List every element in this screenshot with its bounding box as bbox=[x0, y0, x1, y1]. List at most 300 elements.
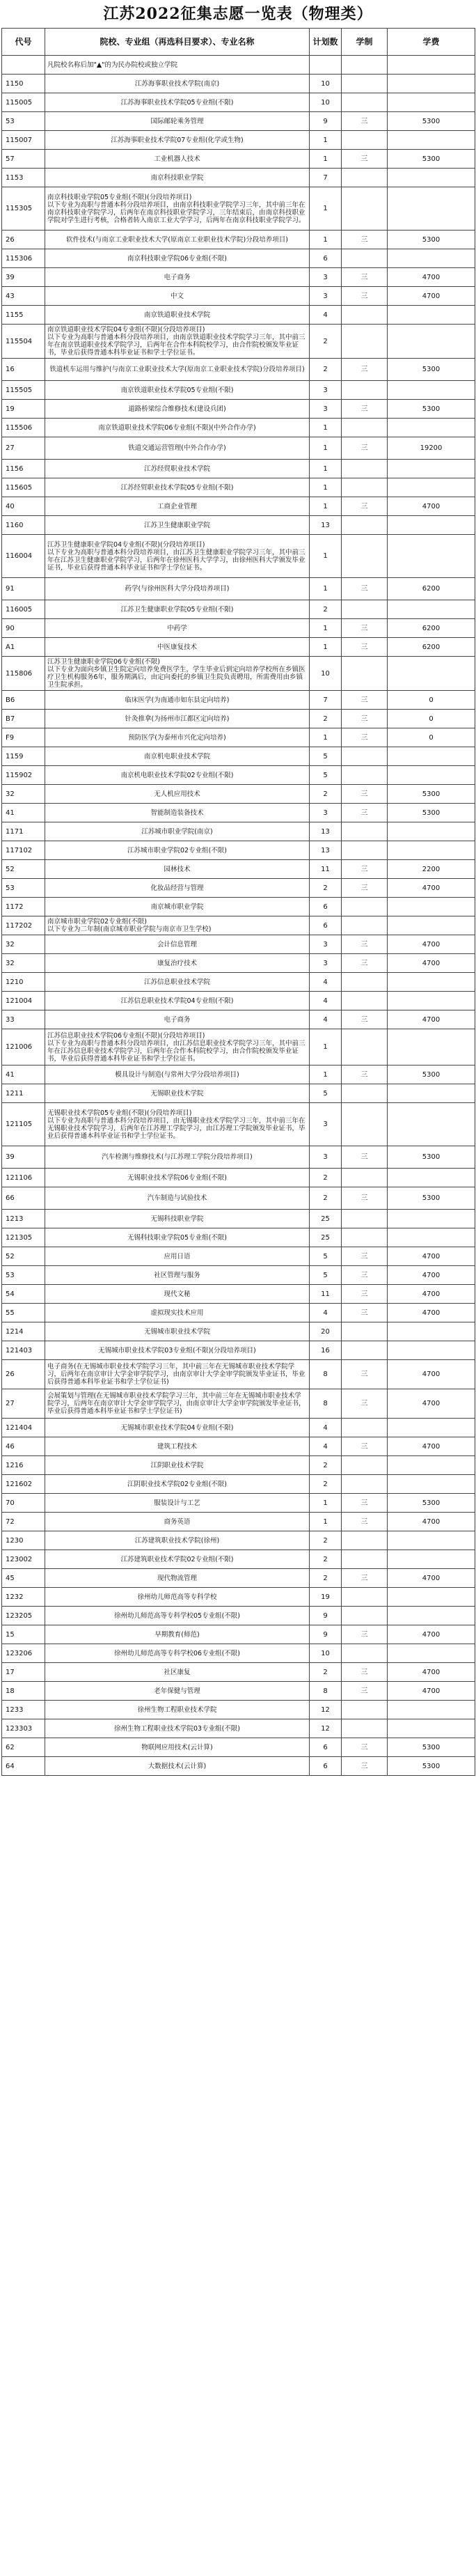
table-header-row bbox=[2, 29, 475, 56]
row-fee bbox=[388, 747, 475, 766]
row-name: 徐州幼儿师范高等专科学校06专业组(不限) bbox=[45, 1644, 310, 1663]
row-name: 南京铁道职业技术学院04专业组(不限)(分段培养项目) 以下专业为高职与普通本科分段培养项目，由南京铁道职业技术学院学习三年，其中前三年在南京铁道职业技术学院学习，后两年在合作本科院校学习，由合作院校颁发毕业证书，毕业后获得普通本科毕业证书和学士学位证书。 bbox=[45, 325, 310, 359]
row-fee bbox=[388, 1169, 475, 1187]
row-fee bbox=[388, 1103, 475, 1146]
table-row bbox=[2, 1084, 475, 1103]
row-years bbox=[342, 1701, 388, 1719]
row-fee bbox=[388, 131, 475, 150]
row-fee: 4700 bbox=[388, 1010, 475, 1029]
table-row bbox=[2, 747, 475, 766]
row-name: 康复治疗技术 bbox=[45, 954, 310, 973]
row-name: 无人机应用技术 bbox=[45, 785, 310, 804]
row-fee bbox=[388, 766, 475, 785]
row-code: 116005 bbox=[2, 600, 45, 619]
row-years: 三 bbox=[342, 400, 388, 419]
row-years bbox=[342, 1456, 388, 1475]
table-row bbox=[2, 1437, 475, 1456]
table-row bbox=[2, 841, 475, 860]
row-name: 老年保健与管理 bbox=[45, 1682, 310, 1701]
row-years bbox=[342, 747, 388, 766]
row-years bbox=[342, 1169, 388, 1187]
row-plan: 25 bbox=[310, 1228, 342, 1247]
table-row bbox=[2, 231, 475, 249]
row-code: 1216 bbox=[2, 1456, 45, 1475]
table-row bbox=[2, 516, 475, 535]
row-name: 江苏城市职业学院02专业组(不限) bbox=[45, 841, 310, 860]
row-years: 三 bbox=[342, 691, 388, 710]
row-years bbox=[342, 822, 388, 841]
row-fee: 5300 bbox=[388, 359, 475, 381]
row-name: 应用日语 bbox=[45, 1247, 310, 1266]
row-code: 1153 bbox=[2, 169, 45, 187]
row-plan: 2 bbox=[310, 710, 342, 728]
row-years: 三 bbox=[342, 879, 388, 898]
header-fee: 学费 bbox=[388, 29, 475, 56]
row-name: 江苏海事职业技术学院05专业组(不限) bbox=[45, 93, 310, 112]
row-name: 大数据技术(云计算) bbox=[45, 1757, 310, 1776]
row-fee bbox=[388, 325, 475, 359]
row-code: 43 bbox=[2, 287, 45, 306]
row-years bbox=[342, 973, 388, 992]
table-row bbox=[2, 992, 475, 1010]
row-fee bbox=[388, 822, 475, 841]
row-years bbox=[342, 1228, 388, 1247]
row-fee bbox=[388, 535, 475, 578]
row-code bbox=[2, 56, 45, 75]
row-plan: 2 bbox=[310, 1550, 342, 1569]
table-row bbox=[2, 381, 475, 400]
row-fee bbox=[388, 478, 475, 497]
row-fee: 4700 bbox=[388, 497, 475, 516]
row-plan: 2 bbox=[310, 1569, 342, 1588]
row-code: 123303 bbox=[2, 1719, 45, 1738]
row-fee bbox=[388, 992, 475, 1010]
row-code: 55 bbox=[2, 1304, 45, 1322]
row-years bbox=[342, 1588, 388, 1607]
row-years bbox=[342, 131, 388, 150]
row-name: 社区康复 bbox=[45, 1663, 310, 1682]
row-code: 53 bbox=[2, 112, 45, 131]
row-name: 建筑工程技术 bbox=[45, 1437, 310, 1456]
table-row bbox=[2, 93, 475, 112]
row-plan: 1 bbox=[310, 578, 342, 600]
row-plan: 2 bbox=[310, 1531, 342, 1550]
table-row bbox=[2, 1341, 475, 1360]
table-row bbox=[2, 954, 475, 973]
row-code: 121403 bbox=[2, 1341, 45, 1360]
row-fee: 4700 bbox=[388, 1304, 475, 1322]
row-name: 针灸推拿(为扬州市江都区定向培养) bbox=[45, 710, 310, 728]
row-plan: 4 bbox=[310, 1437, 342, 1456]
row-years bbox=[342, 1550, 388, 1569]
row-years: 三 bbox=[342, 1266, 388, 1285]
row-years: 三 bbox=[342, 804, 388, 822]
table-row bbox=[2, 1475, 475, 1494]
row-name: 汽车制造与试验技术 bbox=[45, 1187, 310, 1210]
row-fee bbox=[388, 1607, 475, 1625]
row-name: 无锡科技职业学院 bbox=[45, 1210, 310, 1228]
table-row bbox=[2, 1146, 475, 1169]
row-plan: 2 bbox=[310, 1475, 342, 1494]
row-plan: 8 bbox=[310, 1682, 342, 1701]
row-name: 无锡城市职业技术学院 bbox=[45, 1322, 310, 1341]
row-plan: 9 bbox=[310, 1625, 342, 1644]
row-code: 117202 bbox=[2, 916, 45, 935]
row-name: 江苏经贸职业技术学院 bbox=[45, 460, 310, 478]
row-years bbox=[342, 600, 388, 619]
row-fee bbox=[388, 306, 475, 325]
row-years bbox=[342, 1084, 388, 1103]
row-name: 江苏卫生健康职业学院04专业组(不限)(分段培养项目) 以下专业为高职与普通本科分段培养项目，由江苏卫生健康职业学院学习三年，其中前三年在江苏卫生健康职业学院学习，后两年在徐州医科大学学习，由徐州医科大学颁发毕业证书，毕业后获得普通本科毕业证书和学士学位证书。 bbox=[45, 535, 310, 578]
row-plan: 10 bbox=[310, 93, 342, 112]
admission-table bbox=[1, 28, 475, 1776]
row-years: 三 bbox=[342, 231, 388, 249]
row-plan: 3 bbox=[310, 400, 342, 419]
table-row bbox=[2, 1210, 475, 1228]
row-plan: 6 bbox=[310, 898, 342, 916]
row-code: 53 bbox=[2, 879, 45, 898]
row-plan: 3 bbox=[310, 954, 342, 973]
row-fee: 4700 bbox=[388, 1569, 475, 1588]
row-years bbox=[342, 535, 388, 578]
row-fee: 4700 bbox=[388, 1513, 475, 1531]
row-years bbox=[342, 93, 388, 112]
row-plan: 2 bbox=[310, 1663, 342, 1682]
row-fee: 4700 bbox=[388, 954, 475, 973]
row-years bbox=[342, 1419, 388, 1437]
table-row bbox=[2, 1389, 475, 1419]
row-fee: 0 bbox=[388, 710, 475, 728]
row-plan: 1 bbox=[310, 460, 342, 478]
row-plan: 2 bbox=[310, 1169, 342, 1187]
row-fee bbox=[388, 381, 475, 400]
row-years bbox=[342, 657, 388, 691]
row-code: 1160 bbox=[2, 516, 45, 535]
row-fee: 6200 bbox=[388, 638, 475, 657]
row-fee: 5300 bbox=[388, 1757, 475, 1776]
header-plan: 计划数 bbox=[310, 29, 342, 56]
row-years: 三 bbox=[342, 1569, 388, 1588]
row-plan: 1 bbox=[310, 728, 342, 747]
table-row bbox=[2, 437, 475, 460]
row-fee bbox=[388, 249, 475, 268]
row-code: 27 bbox=[2, 437, 45, 460]
row-code: 53 bbox=[2, 1266, 45, 1285]
row-fee: 4700 bbox=[388, 287, 475, 306]
row-code: 115506 bbox=[2, 419, 45, 437]
row-plan: 4 bbox=[310, 1304, 342, 1322]
row-fee: 4700 bbox=[388, 1625, 475, 1644]
row-fee bbox=[388, 1322, 475, 1341]
row-name: 物联网应用技术(云计算) bbox=[45, 1738, 310, 1757]
row-code: 27 bbox=[2, 1389, 45, 1419]
row-years bbox=[342, 1719, 388, 1738]
row-years: 三 bbox=[342, 1146, 388, 1169]
row-code: 121305 bbox=[2, 1228, 45, 1247]
row-years: 三 bbox=[342, 1738, 388, 1757]
table-row bbox=[2, 728, 475, 747]
row-years bbox=[342, 1475, 388, 1494]
table-row bbox=[2, 325, 475, 359]
row-code: B6 bbox=[2, 691, 45, 710]
row-fee bbox=[388, 75, 475, 93]
row-years: 三 bbox=[342, 1437, 388, 1456]
row-years bbox=[342, 1644, 388, 1663]
row-years: 三 bbox=[342, 578, 388, 600]
row-plan: 8 bbox=[310, 1360, 342, 1389]
row-name: 无锡职业技术学院06专业组(不限) bbox=[45, 1169, 310, 1187]
row-code: 1213 bbox=[2, 1210, 45, 1228]
row-plan: 1 bbox=[310, 437, 342, 460]
table-row bbox=[2, 1569, 475, 1588]
row-fee: 5300 bbox=[388, 1146, 475, 1169]
row-name: 南京铁道职业技术学院05专业组(不限) bbox=[45, 381, 310, 400]
row-plan: 12 bbox=[310, 1719, 342, 1738]
table-row bbox=[2, 187, 475, 231]
row-name: 无锡城市职业技术学院04专业组(不限) bbox=[45, 1419, 310, 1437]
row-fee bbox=[388, 1210, 475, 1228]
row-name: 江苏卫生健康职业学院 bbox=[45, 516, 310, 535]
table-row bbox=[2, 785, 475, 804]
row-name: 南京科技职业学院 bbox=[45, 169, 310, 187]
row-name: 园林技术 bbox=[45, 860, 310, 879]
row-fee bbox=[388, 1550, 475, 1569]
row-plan: 4 bbox=[310, 306, 342, 325]
row-code: 123206 bbox=[2, 1644, 45, 1663]
row-years: 三 bbox=[342, 1187, 388, 1210]
row-name: 江苏信息职业技术学院04专业组(不限) bbox=[45, 992, 310, 1010]
table-row bbox=[2, 249, 475, 268]
table-row bbox=[2, 879, 475, 898]
row-fee bbox=[388, 841, 475, 860]
row-years bbox=[342, 460, 388, 478]
table-row bbox=[2, 1029, 475, 1065]
table-row bbox=[2, 478, 475, 497]
row-years: 三 bbox=[342, 710, 388, 728]
row-name: 江苏海事职业技术学院07专业组(化学或生物) bbox=[45, 131, 310, 150]
row-years: 三 bbox=[342, 1757, 388, 1776]
row-name: 铁道交通运营管理(中外合作办学) bbox=[45, 437, 310, 460]
row-fee: 19200 bbox=[388, 437, 475, 460]
row-years: 三 bbox=[342, 954, 388, 973]
row-years: 三 bbox=[342, 1625, 388, 1644]
row-plan: 3 bbox=[310, 804, 342, 822]
row-years bbox=[342, 75, 388, 93]
row-name: 江苏卫生健康职业学院06专业组(不限) 以下专业为面向乡镇卫生院定向培养免费医学生，学生毕业后到定向培养学校所在乡镇医疗卫生机构服务6年，服务期满后，由定向委托的乡镇卫生院负责聘用，所需费用由乡镇卫生院承担。 bbox=[45, 657, 310, 691]
row-plan: 10 bbox=[310, 1644, 342, 1663]
row-plan: 4 bbox=[310, 973, 342, 992]
row-code: 121006 bbox=[2, 1029, 45, 1065]
row-name: 工业机器人技术 bbox=[45, 150, 310, 169]
row-name: 药学(与徐州医科大学分段培养项目) bbox=[45, 578, 310, 600]
row-plan: 4 bbox=[310, 1010, 342, 1029]
row-code: 46 bbox=[2, 1437, 45, 1456]
table-row bbox=[2, 1757, 475, 1776]
row-plan: 5 bbox=[310, 766, 342, 785]
row-name: 现代文秘 bbox=[45, 1285, 310, 1304]
row-fee bbox=[388, 1644, 475, 1663]
row-plan: 6 bbox=[310, 1738, 342, 1757]
row-name: 工商企业管理 bbox=[45, 497, 310, 516]
row-name: 江苏信息职业技术学院 bbox=[45, 973, 310, 992]
row-years bbox=[342, 1322, 388, 1341]
row-plan bbox=[310, 56, 342, 75]
row-code: 1232 bbox=[2, 1588, 45, 1607]
row-name: 江苏建筑职业技术学院(徐州) bbox=[45, 1531, 310, 1550]
row-name: 南京铁道职业技术学院06专业组(不限)(中外合作办学) bbox=[45, 419, 310, 437]
row-fee bbox=[388, 419, 475, 437]
row-name: 无锡职业技术学院 bbox=[45, 1084, 310, 1103]
table-row bbox=[2, 169, 475, 187]
row-code: 1211 bbox=[2, 1084, 45, 1103]
row-plan: 6 bbox=[310, 1757, 342, 1776]
row-plan: 7 bbox=[310, 691, 342, 710]
row-years bbox=[342, 1210, 388, 1228]
row-name: 现代物流管理 bbox=[45, 1569, 310, 1588]
table-row bbox=[2, 497, 475, 516]
row-code: 18 bbox=[2, 1682, 45, 1701]
row-fee bbox=[388, 600, 475, 619]
row-code: 115005 bbox=[2, 93, 45, 112]
table-row bbox=[2, 1285, 475, 1304]
table-row bbox=[2, 1322, 475, 1341]
row-code: 115007 bbox=[2, 131, 45, 150]
header-code: 代号 bbox=[2, 29, 45, 56]
row-fee: 4700 bbox=[388, 1266, 475, 1285]
row-plan: 8 bbox=[310, 1389, 342, 1419]
row-years bbox=[342, 478, 388, 497]
row-code: B7 bbox=[2, 710, 45, 728]
table-row bbox=[2, 359, 475, 381]
row-name: 社区管理与服务 bbox=[45, 1266, 310, 1285]
row-name: 南京铁道职业技术学院 bbox=[45, 306, 310, 325]
row-name: 江阴职业技术学院 bbox=[45, 1456, 310, 1475]
row-fee: 5300 bbox=[388, 400, 475, 419]
row-years: 三 bbox=[342, 935, 388, 954]
row-name: 江阴职业技术学院02专业组(不限) bbox=[45, 1475, 310, 1494]
row-name: 中文 bbox=[45, 287, 310, 306]
row-years: 三 bbox=[342, 1304, 388, 1322]
row-plan: 25 bbox=[310, 1210, 342, 1228]
row-fee bbox=[388, 1029, 475, 1065]
row-years bbox=[342, 381, 388, 400]
table-row bbox=[2, 1607, 475, 1625]
row-name: 江苏城市职业学院(南京) bbox=[45, 822, 310, 841]
row-name: 徐州生物工程职业技术学院 bbox=[45, 1701, 310, 1719]
table-row bbox=[2, 1304, 475, 1322]
row-code: 15 bbox=[2, 1625, 45, 1644]
row-fee: 5300 bbox=[388, 231, 475, 249]
table-row bbox=[2, 691, 475, 710]
row-code: 40 bbox=[2, 497, 45, 516]
table-row bbox=[2, 898, 475, 916]
header-name: 院校、专业组（再选科目要求）、专业名称 bbox=[45, 29, 310, 56]
row-plan: 1 bbox=[310, 231, 342, 249]
table-row bbox=[2, 419, 475, 437]
table-row bbox=[2, 804, 475, 822]
row-years bbox=[342, 898, 388, 916]
row-name: 南京城市职业学院02专业组(不限) 以下专业为二年制(南京城市职业学院与南京市卫生学校) bbox=[45, 916, 310, 935]
row-years bbox=[342, 766, 388, 785]
row-years: 三 bbox=[342, 638, 388, 657]
table-row bbox=[2, 1419, 475, 1437]
row-fee: 6200 bbox=[388, 619, 475, 638]
table-row bbox=[2, 1187, 475, 1210]
row-plan: 12 bbox=[310, 1701, 342, 1719]
row-name: 南京城市职业学院 bbox=[45, 898, 310, 916]
row-fee: 5300 bbox=[388, 785, 475, 804]
row-code: 91 bbox=[2, 578, 45, 600]
row-name: 无锡科技职业学院05专业组(不限) bbox=[45, 1228, 310, 1247]
row-name: 临床医学(为南通市如东县定向培养) bbox=[45, 691, 310, 710]
row-plan: 4 bbox=[310, 1419, 342, 1437]
row-code: 32 bbox=[2, 785, 45, 804]
row-fee: 0 bbox=[388, 691, 475, 710]
row-fee: 4700 bbox=[388, 1389, 475, 1419]
table-row bbox=[2, 1644, 475, 1663]
row-code: 62 bbox=[2, 1738, 45, 1757]
table-row bbox=[2, 710, 475, 728]
row-code: 32 bbox=[2, 935, 45, 954]
row-code: 66 bbox=[2, 1187, 45, 1210]
row-fee: 5300 bbox=[388, 150, 475, 169]
row-code: 115902 bbox=[2, 766, 45, 785]
row-plan: 1 bbox=[310, 535, 342, 578]
table-row bbox=[2, 1169, 475, 1187]
row-plan: 2 bbox=[310, 1456, 342, 1475]
row-fee: 5300 bbox=[388, 1187, 475, 1210]
row-name: 智能制造装备技术 bbox=[45, 804, 310, 822]
row-name: 化妆品经营与管理 bbox=[45, 879, 310, 898]
row-years: 三 bbox=[342, 112, 388, 131]
row-plan: 1 bbox=[310, 419, 342, 437]
table-row bbox=[2, 1247, 475, 1266]
row-code: 121602 bbox=[2, 1475, 45, 1494]
row-code: 52 bbox=[2, 860, 45, 879]
table-row bbox=[2, 973, 475, 992]
row-fee bbox=[388, 1719, 475, 1738]
row-fee bbox=[388, 1228, 475, 1247]
row-code: 116004 bbox=[2, 535, 45, 578]
row-code: 115806 bbox=[2, 657, 45, 691]
row-code: 64 bbox=[2, 1757, 45, 1776]
row-code: 41 bbox=[2, 804, 45, 822]
row-fee: 4700 bbox=[388, 1285, 475, 1304]
row-code: 115306 bbox=[2, 249, 45, 268]
row-name: 软件技术(与南京工业职业技术大学(原南京工业职业技术学院)分段培养项目) bbox=[45, 231, 310, 249]
row-fee bbox=[388, 1588, 475, 1607]
page-title: 江苏2022征集志愿一览表（物理类） bbox=[103, 5, 373, 23]
row-code: 72 bbox=[2, 1513, 45, 1531]
row-code: 26 bbox=[2, 231, 45, 249]
row-plan: 1 bbox=[310, 638, 342, 657]
row-name: 徐州幼儿师范高等专科学校05专业组(不限) bbox=[45, 1607, 310, 1625]
header-years: 学制 bbox=[342, 29, 388, 56]
row-code: 57 bbox=[2, 150, 45, 169]
row-plan: 9 bbox=[310, 112, 342, 131]
row-code: 117102 bbox=[2, 841, 45, 860]
row-code: 115605 bbox=[2, 478, 45, 497]
table-row bbox=[2, 1266, 475, 1285]
row-fee: 4700 bbox=[388, 1682, 475, 1701]
row-plan: 5 bbox=[310, 1247, 342, 1266]
row-fee: 4700 bbox=[388, 935, 475, 954]
row-code: 1210 bbox=[2, 973, 45, 992]
row-years: 三 bbox=[342, 1494, 388, 1513]
row-plan: 3 bbox=[310, 935, 342, 954]
row-code: 1171 bbox=[2, 822, 45, 841]
row-fee bbox=[388, 56, 475, 75]
